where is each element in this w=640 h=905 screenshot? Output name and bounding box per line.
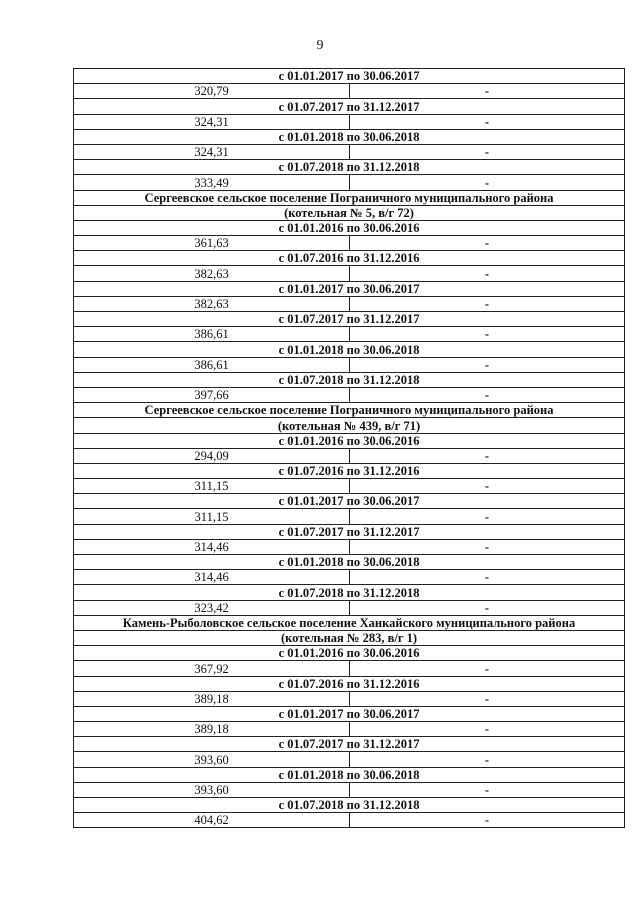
tariff-second-value: - <box>350 600 625 615</box>
tariff-second-value: - <box>350 296 625 311</box>
tariff-value-row <box>74 236 625 251</box>
tariff-value: 333,49 <box>74 175 350 190</box>
tariff-value-row <box>74 266 625 281</box>
period-label: с 01.01.2016 по 30.06.2016 <box>74 220 625 235</box>
period-row <box>74 585 625 600</box>
tariff-value-row <box>74 387 625 402</box>
tariff-second-value: - <box>350 661 625 676</box>
period-label: с 01.01.2018 по 30.06.2018 <box>74 129 625 144</box>
period-row <box>74 737 625 752</box>
tariff-second-value: - <box>350 84 625 99</box>
tariff-value-row <box>74 448 625 463</box>
tariff-value: 393,60 <box>74 752 350 767</box>
tariff-second-value: - <box>350 570 625 585</box>
tariff-table-body <box>74 69 625 828</box>
tariff-value-row <box>74 84 625 99</box>
period-label: с 01.01.2017 по 30.06.2017 <box>74 494 625 509</box>
tariff-value-row <box>74 144 625 159</box>
tariff-value: 311,15 <box>74 509 350 524</box>
section-header-row <box>74 403 625 418</box>
period-label: с 01.07.2016 по 31.12.2016 <box>74 251 625 266</box>
tariff-table <box>73 68 625 828</box>
period-row <box>74 494 625 509</box>
tariff-second-value: - <box>350 782 625 797</box>
period-row <box>74 220 625 235</box>
period-label: с 01.01.2018 по 30.06.2018 <box>74 767 625 782</box>
tariff-value-row <box>74 479 625 494</box>
tariff-value-row <box>74 661 625 676</box>
page-number: 9 <box>316 38 324 53</box>
tariff-value-row <box>74 600 625 615</box>
period-label: с 01.07.2017 по 31.12.2017 <box>74 99 625 114</box>
tariff-value: 323,42 <box>74 600 350 615</box>
period-row <box>74 676 625 691</box>
tariff-second-value: - <box>350 509 625 524</box>
tariff-value: 367,92 <box>74 661 350 676</box>
period-row <box>74 646 625 661</box>
period-row <box>74 463 625 478</box>
tariff-value-row <box>74 782 625 797</box>
section-header: Сергеевское сельское поселение Пограничного муниципального района <box>74 190 625 205</box>
period-label: с 01.01.2018 по 30.06.2018 <box>74 555 625 570</box>
period-row <box>74 99 625 114</box>
tariff-second-value: - <box>350 236 625 251</box>
period-label: с 01.01.2016 по 30.06.2016 <box>74 433 625 448</box>
tariff-second-value: - <box>350 479 625 494</box>
tariff-value: 314,46 <box>74 570 350 585</box>
tariff-second-value: - <box>350 691 625 706</box>
period-row <box>74 372 625 387</box>
period-label: с 01.07.2016 по 31.12.2016 <box>74 463 625 478</box>
period-row <box>74 524 625 539</box>
tariff-value-row <box>74 722 625 737</box>
tariff-value-row <box>74 752 625 767</box>
tariff-second-value: - <box>350 448 625 463</box>
period-label: с 01.07.2017 по 31.12.2017 <box>74 312 625 327</box>
tariff-second-value: - <box>350 144 625 159</box>
period-label: с 01.01.2017 по 30.06.2017 <box>74 69 625 84</box>
section-header-row <box>74 615 625 630</box>
period-label: с 01.07.2018 по 31.12.2018 <box>74 585 625 600</box>
section-header-row <box>74 205 625 220</box>
period-label: с 01.07.2018 по 31.12.2018 <box>74 160 625 175</box>
period-row <box>74 342 625 357</box>
tariff-second-value: - <box>350 539 625 554</box>
tariff-value-row <box>74 357 625 372</box>
tariff-value-row <box>74 296 625 311</box>
tariff-value: 324,31 <box>74 114 350 129</box>
period-label: с 01.01.2018 по 30.06.2018 <box>74 342 625 357</box>
tariff-value: 382,63 <box>74 266 350 281</box>
tariff-value: 294,09 <box>74 448 350 463</box>
tariff-value-row <box>74 539 625 554</box>
period-row <box>74 767 625 782</box>
period-row <box>74 251 625 266</box>
period-label: с 01.01.2017 по 30.06.2017 <box>74 706 625 721</box>
period-row <box>74 706 625 721</box>
tariff-value-row <box>74 813 625 828</box>
tariff-second-value: - <box>350 813 625 828</box>
period-label: с 01.07.2017 по 31.12.2017 <box>74 737 625 752</box>
tariff-value: 382,63 <box>74 296 350 311</box>
tariff-second-value: - <box>350 266 625 281</box>
tariff-second-value: - <box>350 752 625 767</box>
period-row <box>74 69 625 84</box>
period-label: с 01.07.2016 по 31.12.2016 <box>74 676 625 691</box>
tariff-value: 389,18 <box>74 691 350 706</box>
tariff-second-value: - <box>350 175 625 190</box>
period-label: с 01.07.2018 по 31.12.2018 <box>74 798 625 813</box>
tariff-value-row <box>74 509 625 524</box>
tariff-value: 404,62 <box>74 813 350 828</box>
section-header-row <box>74 630 625 645</box>
period-label: с 01.01.2016 по 30.06.2016 <box>74 646 625 661</box>
tariff-value: 386,61 <box>74 327 350 342</box>
period-row <box>74 281 625 296</box>
tariff-value: 324,31 <box>74 144 350 159</box>
period-row <box>74 312 625 327</box>
period-row <box>74 129 625 144</box>
period-label: с 01.07.2018 по 31.12.2018 <box>74 372 625 387</box>
tariff-value: 393,60 <box>74 782 350 797</box>
tariff-value: 397,66 <box>74 387 350 402</box>
section-header-row <box>74 190 625 205</box>
tariff-value: 389,18 <box>74 722 350 737</box>
period-row <box>74 555 625 570</box>
period-label: с 01.07.2017 по 31.12.2017 <box>74 524 625 539</box>
section-header: (котельная № 5, в/г 72) <box>74 205 625 220</box>
tariff-second-value: - <box>350 722 625 737</box>
tariff-value-row <box>74 114 625 129</box>
tariff-value-row <box>74 691 625 706</box>
period-row <box>74 160 625 175</box>
section-header: Камень-Рыболовское сельское поселение Ханкайского муниципального района <box>74 615 625 630</box>
section-header-row <box>74 418 625 433</box>
tariff-second-value: - <box>350 387 625 402</box>
tariff-value: 320,79 <box>74 84 350 99</box>
tariff-value: 361,63 <box>74 236 350 251</box>
tariff-second-value: - <box>350 357 625 372</box>
tariff-value: 311,15 <box>74 479 350 494</box>
tariff-value: 314,46 <box>74 539 350 554</box>
tariff-value-row <box>74 175 625 190</box>
section-header: (котельная № 439, в/г 71) <box>74 418 625 433</box>
tariff-value-row <box>74 327 625 342</box>
tariff-second-value: - <box>350 114 625 129</box>
tariff-value: 386,61 <box>74 357 350 372</box>
tariff-value-row <box>74 570 625 585</box>
period-row <box>74 798 625 813</box>
section-header: Сергеевское сельское поселение Пограничного муниципального района <box>74 403 625 418</box>
period-row <box>74 433 625 448</box>
period-label: с 01.01.2017 по 30.06.2017 <box>74 281 625 296</box>
section-header: (котельная № 283, в/г 1) <box>74 630 625 645</box>
tariff-second-value: - <box>350 327 625 342</box>
